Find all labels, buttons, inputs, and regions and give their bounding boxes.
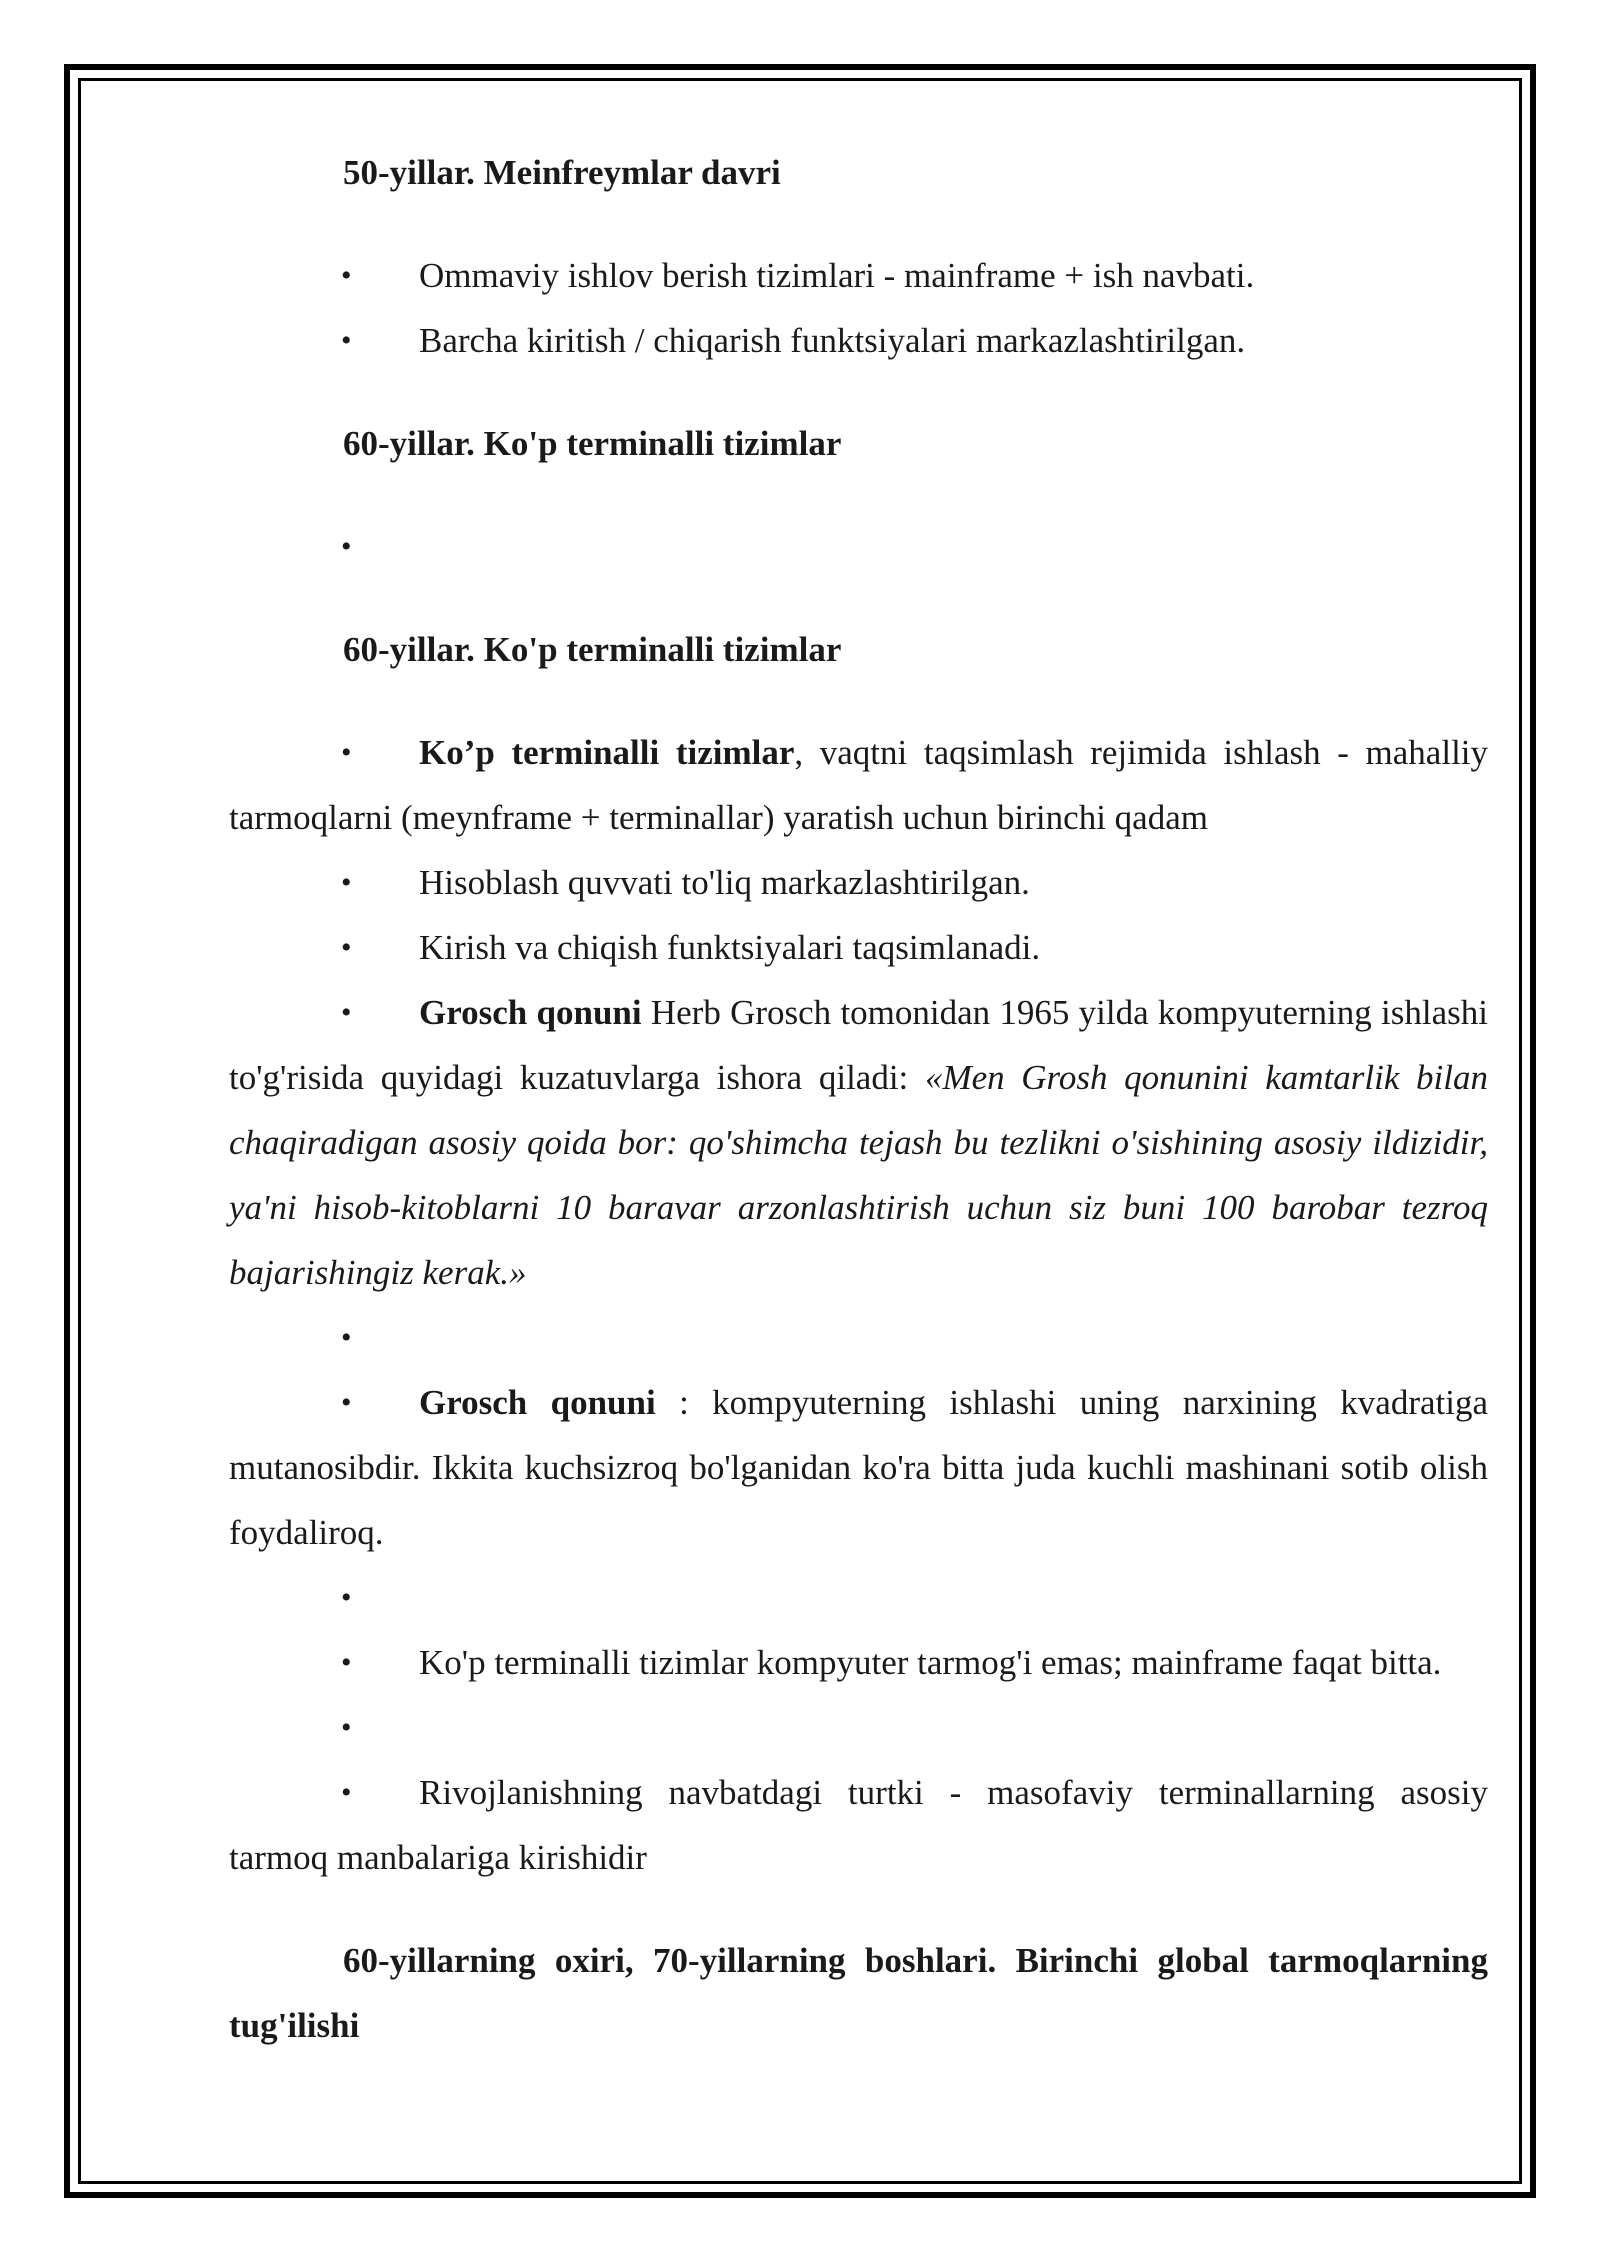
item-text: Herb Grosch tomonidan 1965 yilda kompyuterning ishlashi to'g'risida quyidagi kuzatuvlarga ishora qiladi: xyxy=(229,993,1488,1097)
list-item-empty xyxy=(229,1305,1488,1370)
term-bold: Ko’p terminalli tizimlar xyxy=(419,733,795,772)
section-heading-60s: 60-yillar. Ko'p terminalli tizimlar xyxy=(343,424,842,463)
list-item xyxy=(229,1370,1488,1565)
section-heading-late-60s: 60-yillarning oxiri, 70-yillarning boshlari. Birinchi global tarmoqlarning tug'ilishi xyxy=(229,1941,1488,2045)
list-item xyxy=(229,720,1488,850)
section-heading-50s: 50-yillar. Meinfreymlar davri xyxy=(343,153,781,192)
list-item: • Barcha kiritish / chiqarish funktsiyalari markazlashtirilgan. xyxy=(229,308,1488,373)
document-body xyxy=(229,140,1488,2058)
list-item-empty xyxy=(229,514,1488,579)
list-item-empty xyxy=(229,1695,1488,1760)
grosch-quote: «Men Grosh qonunini kamtarlik bilan chaqiradigan asosiy qoida bor: qo'shimcha tejash bu tezlikni o'sishining asosiy ildizidir, ya'ni hisob-kitoblarni 10 baravar arzonlashtirish uchun siz buni 100 barobar tezroq bajarishingiz kerak.» xyxy=(229,1058,1488,1292)
term-bold: Grosch qonuni xyxy=(419,993,642,1032)
list-item: • Hisoblash quvvati to'liq markazlashtirilgan. xyxy=(229,850,1488,915)
list-item xyxy=(229,980,1488,1305)
item-text: : kompyuterning ishlashi uning narxining kvadratiga mutanosibdir. Ikkita kuchsizroq bo'lganidan ko'ra bitta juda kuchli mashinani sotib olish foydaliroq. xyxy=(229,1383,1488,1552)
section-heading-60s-repeat: 60-yillar. Ko'p terminalli tizimlar xyxy=(343,630,842,669)
list-item: • Rivojlanishning navbatdagi turtki - masofaviy terminallarning asosiy tarmoq manbalariga kirishidir xyxy=(229,1760,1488,1890)
term-bold: Grosch qonuni xyxy=(419,1383,656,1422)
list-item-empty xyxy=(229,1565,1488,1630)
list-item: • Ko'p terminalli tizimlar kompyuter tarmog'i emas; mainframe faqat bitta. xyxy=(229,1630,1488,1695)
list-item: • Kirish va chiqish funktsiyalari taqsimlanadi. xyxy=(229,915,1488,980)
list-item: • Ommaviy ishlov berish tizimlari - mainframe + ish navbati. xyxy=(229,243,1488,308)
item-text: , vaqtni taqsimlash rejimida ishlash - mahalliy tarmoqlarni (meynframe + terminallar) yaratish uchun birinchi qadam xyxy=(229,733,1489,837)
